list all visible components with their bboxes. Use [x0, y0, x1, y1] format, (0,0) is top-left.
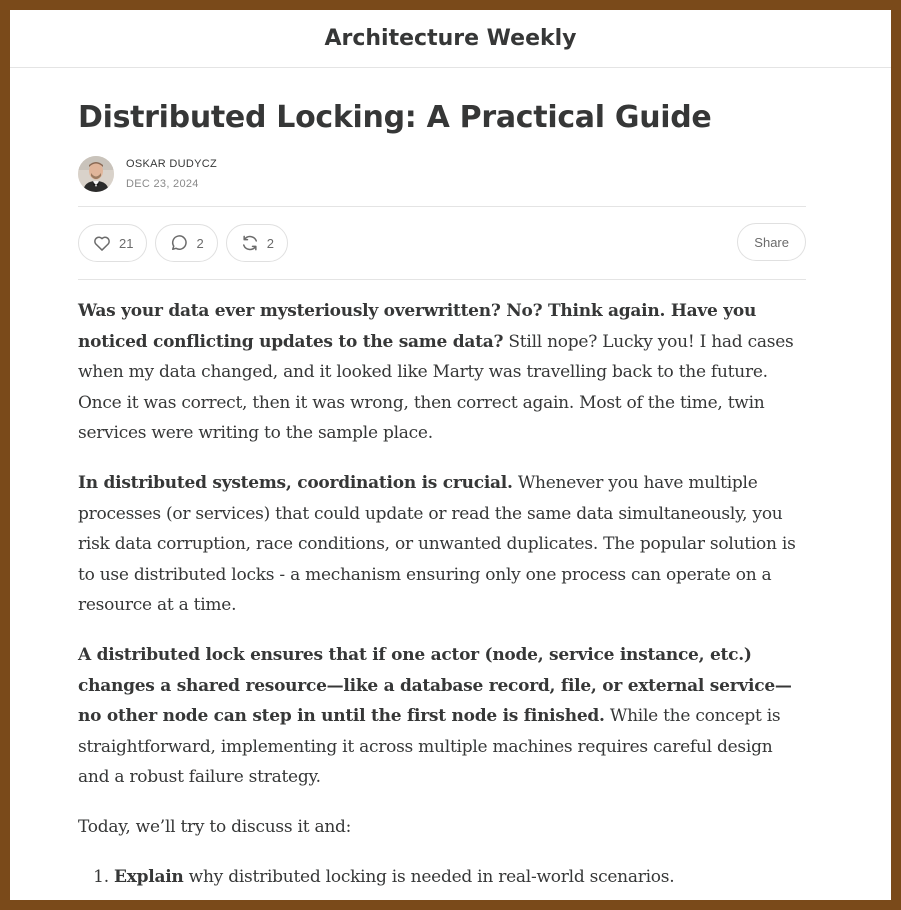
comment-button[interactable] — [155, 224, 217, 262]
publication-header — [10, 10, 891, 68]
byline-meta — [126, 157, 217, 191]
paragraph-2-text: Whenever you have multiple processes (or services) that could update or read the same data simultaneously, you risk data corruption, race conditions, or unwanted duplicates. The popular solution is to use distributed locks - a mechanism ensuring only one process can operate on a resource at a time. — [78, 472, 796, 616]
list-item — [114, 862, 806, 893]
comment-count: 2 — [196, 235, 204, 251]
paragraph-3-bold: A distributed lock ensures that if one actor (node, service instance, etc.) changes a shared resource—like a database record, file, or external service—no other node can step in until the first node is finished. — [78, 644, 792, 727]
paragraph-2-bold: In distributed systems, coordination is crucial. — [78, 472, 513, 493]
article-title: Distributed Locking: A Practical Guide — [78, 100, 712, 135]
author-avatar[interactable] — [78, 156, 114, 192]
publication-name[interactable]: Architecture Weekly — [324, 26, 577, 51]
share-button[interactable] — [737, 223, 806, 261]
like-button[interactable] — [78, 224, 147, 262]
list-item-text: why distributed locking is needed in real-world scenarios. — [183, 866, 675, 887]
paragraph-1-bold: Was your data ever mysteriously overwritten? No? Think again. Have you noticed conflicting updates to the same data? — [78, 301, 757, 352]
article-body — [78, 296, 806, 892]
post-actions-bar — [78, 206, 806, 280]
like-count: 21 — [119, 235, 134, 251]
restack-count: 2 — [266, 235, 274, 251]
author-name[interactable]: OSKAR DUDYCZ — [126, 158, 217, 170]
share-label: Share — [754, 234, 789, 250]
page-frame — [10, 10, 891, 900]
comment-icon — [169, 233, 189, 253]
paragraph-1 — [78, 296, 806, 449]
paragraph-2 — [78, 468, 806, 621]
goals-list — [78, 862, 806, 893]
paragraph-3 — [78, 640, 806, 793]
paragraph-1-text: Still nope? Lucky you! I had cases when my data changed, and it looked like Marty was travelling back to the future. Once it was correct, then it was wrong, then correct again. Most of the time, twin services were writing to the sample place. — [78, 331, 794, 444]
post-date: DEC 23, 2024 — [126, 178, 199, 190]
paragraph-4: Today, we’ll try to discuss it and: — [78, 816, 352, 837]
paragraph-3-text: While the concept is straightforward, implementing it across multiple machines requires careful design and a robust failure strategy. — [78, 706, 781, 788]
restack-button[interactable] — [226, 224, 288, 262]
restack-icon — [240, 233, 260, 253]
list-item-bold: Explain — [114, 866, 184, 887]
heart-icon — [92, 233, 112, 253]
byline — [78, 155, 806, 193]
article — [78, 98, 806, 892]
